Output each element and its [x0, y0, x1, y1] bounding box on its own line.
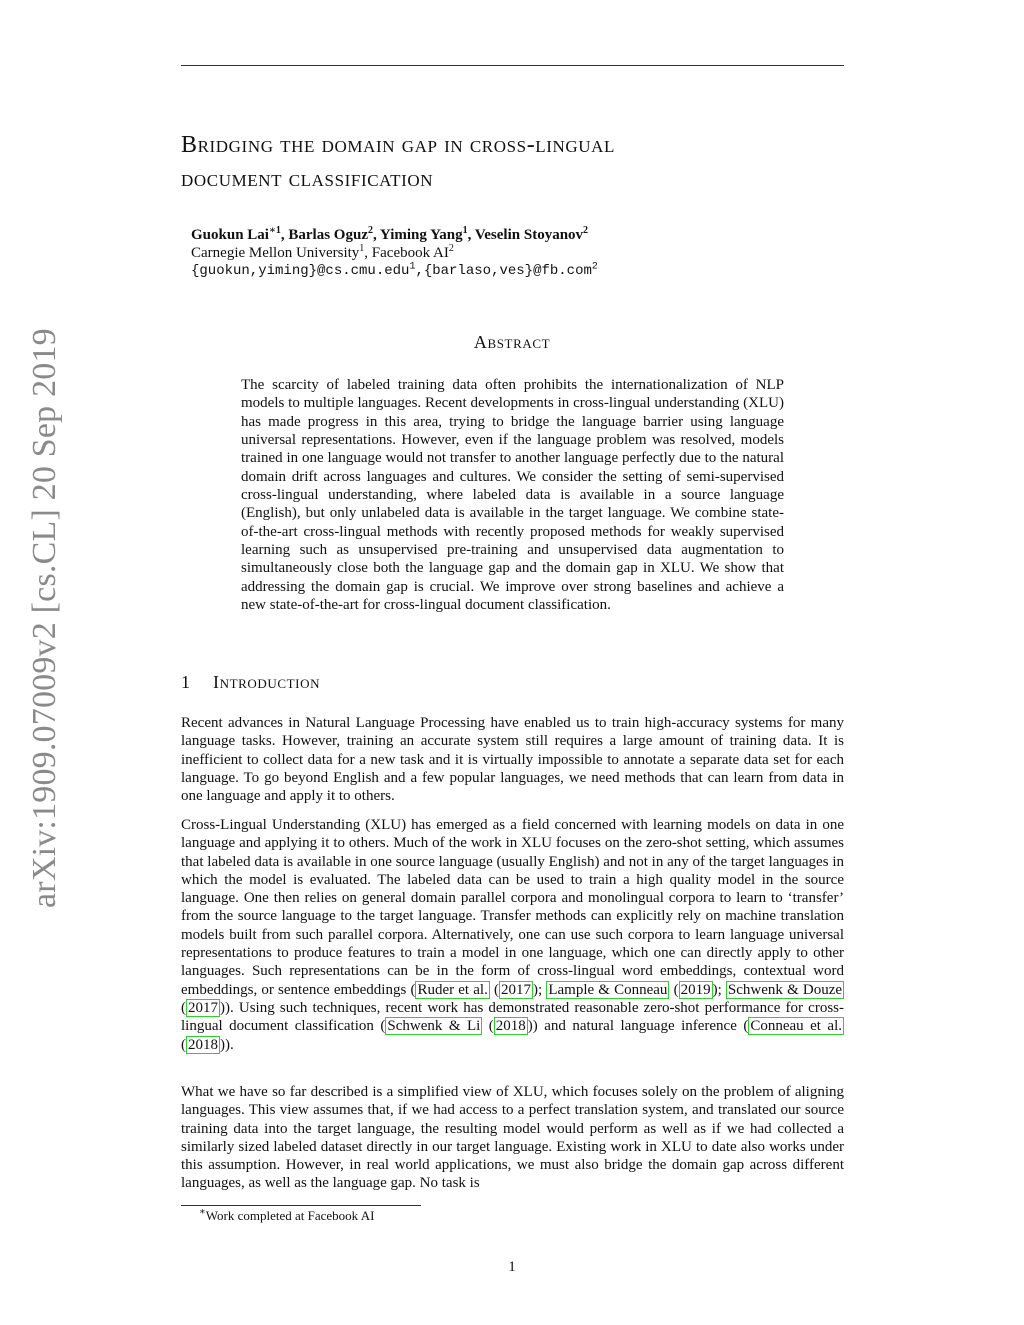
author-name: , Barlas Oguz [280, 227, 368, 243]
title-line-1: Bridging the domain gap in cross-lingual [181, 132, 616, 158]
affiliation-mark: 2 [448, 243, 454, 254]
affiliation-mark: 2 [367, 225, 373, 236]
author-names [191, 226, 598, 244]
author-name: Guokun Lai [191, 227, 269, 243]
affiliation-mark: 1 [359, 243, 365, 254]
abstract-heading: Abstract [473, 332, 551, 352]
paragraph-text: ); [533, 981, 547, 998]
citation-link[interactable]: Schwenk & Li [387, 1018, 481, 1035]
abstract-text: The scarcity of labeled training data often prohibits the internationalization of NLP models to multiple languages. Recent developments in cross-lingual understanding (XLU) has made progress in this area, trying to bridge the language barrier using language universal representations. However, even if the language problem was resolved, models trained in one language would not transfer to another language perfectly due to the natural domain drift across languages and cultures. We consider the setting of semi-supervised cross-lingual understanding, where labeled data is available in a source language (English), but only unlabeled data is available in the target language. We combine state-of-the-art cross-lingual methods with recently proposed methods for weakly supervised learning such as unsupervised pre-training and unsupervised data augmentation to simultaneously close both the language gap and the domain gap in XLU. We show that addressing the domain gap is crucial. We improve over strong baselines and achieve a new state-of-the-art for cross-lingual document classification. [241, 377, 784, 614]
paragraph-text: )). [220, 1036, 234, 1053]
citation-year-link[interactable]: 2017 [501, 981, 531, 998]
citation-year-link[interactable]: 2017 [188, 999, 218, 1016]
page-number: 1 [508, 1259, 516, 1275]
paragraph: Cross-Lingual Understanding (XLU) has emerged as a field concerned with learning models on data in one language and applying it to others. Much of the work in XLU focuses on the zero-shot setting, which assumes that labeled data is available in one source language (usually English) and not in any of the target languages in which the model is evaluated. The labeled data can be used to train a high quality model in the source language. One then relies on general domain parallel corpora and monolingual corpora to learn to ‘transfer’ from the source language to the target language. Transfer methods can explicitly rely on machine translation models built from such parallel corpora. Alternatively, one can use such corpora to learn language universal representations to produce features to train a model in one language, which one can directly apply to other languages. Such representations can be in the form of cross-lingual word embeddings, contextual word embeddings, or sentence embeddings ( Ruder et al. ( 2017 ); Lample & Conneau ( 2019 ); Schwenk & Douze ( 2017 )). Using such techniques, recent work has demonstrated reasonable zero-shot performance for cross-lingual document classification ( Schwenk & Li ( 2018 )) and natural language inference ( Conneau et al. ( 2018 )). [181, 817, 844, 1053]
email: ,{barlaso,ves}@fb.com [415, 263, 592, 279]
author-name: , Veselin Stoyanov [467, 227, 584, 243]
footnote-text: Work completed at Facebook AI [205, 1208, 375, 1223]
title-line-2: document classification [181, 166, 434, 192]
footnote [199, 1208, 374, 1224]
paragraph: What we have so far described is a simplified view of XLU, which focuses solely on the problem of aligning languages. This view assumes that, if we had access to a perfect translation system, and translated our source training data into the target language, the resulting model would perform as well as if we had collected a similarly sized labeled dataset directly in our target language. Existing work in XLU to date also works under this assumption. However, in real world applications, we must also bridge the domain gap across different languages, as well as the language gap. No task is [181, 1084, 844, 1192]
citation-link[interactable]: Conneau et al. [750, 1018, 842, 1035]
footnote-rule [181, 1205, 421, 1206]
section-heading [181, 672, 320, 693]
section-number: 1 [181, 672, 191, 692]
arxiv-identifier: arXiv:1909.07009v2 [cs.CL] 20 Sep 2019 [26, 328, 63, 908]
header-rule [181, 65, 844, 66]
affiliation-mark: 1 [409, 261, 416, 273]
affiliation: , Facebook AI [364, 245, 449, 261]
email: {guokun,yiming}@cs.cmu.edu [191, 263, 410, 279]
paragraph-text: )). Using such techniques, recent work has demonstrated reasonable zero-shot performance for cross-lingual document classification ( [181, 999, 844, 1035]
affiliation: Carnegie Mellon University [191, 245, 360, 261]
affiliation-mark: 2 [591, 261, 598, 273]
paper-title [181, 128, 841, 196]
citation-year-link[interactable]: 2018 [188, 1036, 218, 1053]
citation-link[interactable]: Schwenk & Douze [727, 981, 843, 998]
affiliation-mark: ∗1 [268, 225, 281, 236]
citation-year-link[interactable]: 2019 [680, 981, 711, 998]
footnote-mark: ∗ [199, 1206, 206, 1218]
paragraph: Recent advances in Natural Language Processing have enabled us to train high-accuracy systems for many language tasks. However, training an accurate system still requires a large amount of training data. It is inefficient to collect data for a new task and it is virtually impossible to annotate a separate data set for each language. To go beyond English and a few popular languages, we need methods that can learn from data in one language and apply it to others. [181, 715, 844, 805]
citation-year-link[interactable]: 2018 [495, 1018, 526, 1035]
author-name: , Yiming Yang [372, 227, 463, 243]
affiliation-mark: 2 [583, 225, 589, 236]
paragraph-text: ); [712, 981, 726, 998]
citation-link[interactable]: Lample & Conneau [548, 981, 668, 998]
paragraph-text: )) and natural language inference ( [527, 1018, 749, 1035]
affiliations [191, 244, 598, 262]
citation-link[interactable]: Ruder et al. [417, 981, 488, 998]
author-emails [191, 262, 598, 280]
paragraph-text: Cross-Lingual Understanding (XLU) has emerged as a field concerned with learning models on data in one language and applying it to others. Much of the work in XLU focuses on the zero-shot setting, which assumes that labeled data is available in one source language (usually English) and not in any of the target languages in which the model is evaluated. The labeled data can be used to train a high quality model in the source language. One then relies on general domain parallel corpora and monolingual corpora to learn to ‘transfer’ from the source language to the target language. Transfer methods can explicitly rely on machine translation models built from such parallel corpora. Alternatively, one can use such corpora to learn language universal representations to produce features to train a model in one language, which one can directly apply to other languages. Such representations can be in the form of cross-lingual word embeddings, contextual word embeddings, or sentence embeddings ( [181, 817, 844, 998]
author-block [191, 226, 598, 280]
section-title: Introduction [213, 672, 321, 692]
affiliation-mark: 1 [462, 225, 468, 236]
